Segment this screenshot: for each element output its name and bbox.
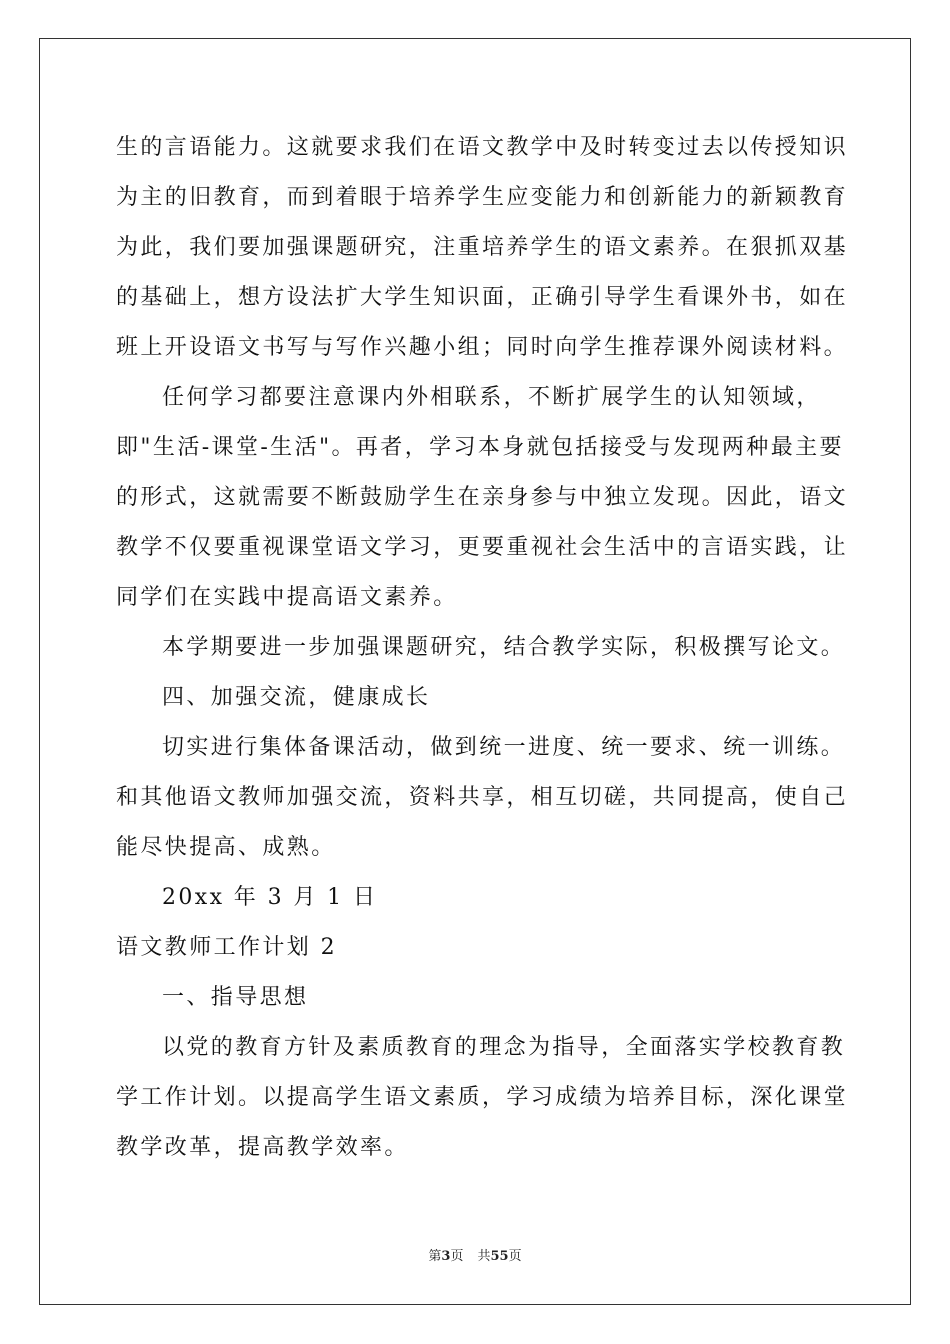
paragraph-start: 切实进行集体备课活动，做到统一进度、统一要求、统一训练。 (162, 735, 846, 760)
total-pages: 55 (490, 1249, 509, 1264)
text-line: 和其他语文教师加强交流，资料共享，相互切磋，共同提高，使自己 (116, 785, 849, 810)
text-line: 生的言语能力。这就要求我们在语文教学中及时转变过去以传授知识 (116, 135, 849, 160)
text-line: 教学不仅要重视课堂语文学习，更要重视社会生活中的言语实践，让 (116, 535, 849, 560)
page-footer (0, 1248, 950, 1266)
page-number: 3 (441, 1249, 451, 1264)
paragraph-start: 本学期要进一步加强课题研究，结合教学实际，积极撰写论文。 (162, 635, 846, 660)
paragraph-start: 任何学习都要注意课内外相联系，不断扩展学生的认知领域， (162, 385, 821, 410)
page-suffix: 页 (450, 1249, 464, 1264)
total-suffix: 页 (508, 1249, 522, 1264)
date-line: 20xx 年 3 月 1 日 (162, 885, 378, 910)
text-line: 能尽快提高、成熟。 (116, 835, 336, 860)
section-heading: 四、加强交流，健康成长 (162, 685, 431, 710)
total-prefix: 共 (477, 1249, 491, 1264)
text-line: 教学改革，提高教学效率。 (116, 1135, 409, 1160)
text-line: 为主的旧教育，而到着眼于培养学生应变能力和创新能力的新颖教育 (116, 185, 849, 210)
text-line: 为此，我们要加强课题研究，注重培养学生的语文素养。在狠抓双基 (116, 235, 849, 260)
text-line: 同学们在实践中提高语文素养。 (116, 585, 458, 610)
document-title: 语文教师工作计划 2 (116, 935, 337, 960)
text-line: 的形式，这就需要不断鼓励学生在亲身参与中独立发现。因此，语文 (116, 485, 849, 510)
page-prefix: 第 (428, 1249, 442, 1264)
text-line: 班上开设语文书写与写作兴趣小组；同时向学生推荐课外阅读材料。 (116, 335, 849, 360)
section-heading: 一、指导思想 (162, 985, 309, 1010)
paragraph-start: 以党的教育方针及素质教育的理念为指导，全面落实学校教育教 (162, 1035, 846, 1060)
text-line: 即"生活-课堂-生活"。再者，学习本身就包括接受与发现两种最主要 (116, 435, 844, 460)
text-line: 的基础上，想方设法扩大学生知识面，正确引导学生看课外书，如在 (116, 285, 849, 310)
text-line: 学工作计划。以提高学生语文素质，学习成绩为培养目标，深化课堂 (116, 1085, 849, 1110)
